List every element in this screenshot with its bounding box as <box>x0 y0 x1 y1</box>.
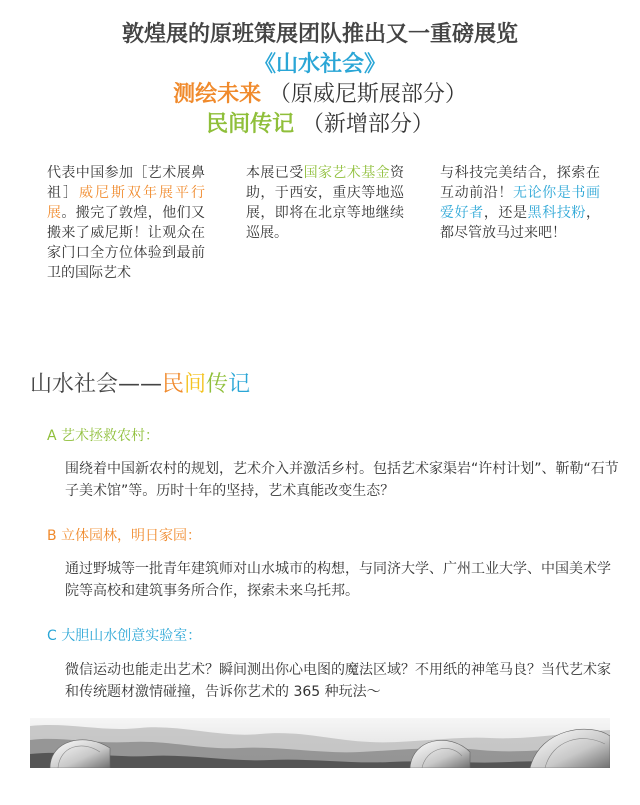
column-highlight: 黑科技粉 <box>527 205 587 221</box>
section-title-char: 间 <box>184 372 207 397</box>
headline: 敦煌展的原班策展团队推出又一重磅展览 <box>121 22 518 47</box>
column-text: ，还是 <box>483 205 528 221</box>
column-highlight: 国家艺术基金 <box>303 165 391 181</box>
column-highlight: 威尼斯双年展平行展 <box>47 185 205 221</box>
landscape-illustration <box>30 718 610 768</box>
item-c-body: 微信运动也能走出艺术？瞬间测出你心电图的魔法区域？不用纸的神笔马良？当代艺术家和传统题材激情碰撞，告诉你艺术的 365 种玩法～ <box>65 662 611 700</box>
subtitle-main: 民间传记 <box>206 112 295 137</box>
column-text: ，都尽管放马过来吧！ <box>440 205 601 241</box>
section-title <box>30 371 250 399</box>
header <box>0 20 640 140</box>
column-highlight: 无论你是书画爱好者 <box>440 185 600 221</box>
section-title-char: 民 <box>162 372 185 397</box>
item-a-body: 围绕着中国新农村的规划，艺术介入并激活乡村。包括艺术家渠岩“许村计划”、靳勒“石节子美术馆”等。历时十年的坚持，艺术真能改变生态？ <box>65 461 619 499</box>
column-text: 代表中国参加［艺术展鼻祖］ <box>47 165 205 201</box>
item-a-heading: A 艺术拯救农村： <box>47 428 160 444</box>
section-title-prefix: 山水社会—— <box>30 372 163 397</box>
item-b-heading: B 立体园林，明日家园： <box>47 528 202 544</box>
intro-column-venice <box>47 163 205 283</box>
exhibition-title: 《山水社会》 <box>253 52 386 77</box>
subtitle-mapping-future <box>0 80 640 110</box>
item-b-body: 通过野城等一批青年建筑师对山水城市的构想，与同济大学、广州工业大学、中国美术学院等高校和建筑事务所合作，探索未来乌托邦。 <box>65 561 611 599</box>
section-title-char: 记 <box>228 372 251 397</box>
subtitle-note: （新增部分） <box>301 112 434 137</box>
subtitle-folk-biography <box>0 110 640 140</box>
column-text: 资助，于西安，重庆等地巡展，即将在北京等地继续巡展。 <box>246 165 405 241</box>
subtitle-main: 测绘未来 <box>173 82 262 107</box>
column-text: 本展已受 <box>246 165 304 181</box>
item-c-heading: C 大胆山水创意实验室： <box>47 628 202 644</box>
intro-column-fund <box>246 163 404 243</box>
column-text: 与科技完美结合，探索在互动前沿！ <box>440 165 600 201</box>
section-title-char: 传 <box>206 372 229 397</box>
subtitle-note: （原威尼斯展部分） <box>268 82 467 107</box>
column-text: 。搬完了敦煌，他们又搬来了威尼斯！让观众在家门口全方位体验到最前卫的国际艺术 <box>47 205 206 281</box>
intro-column-tech <box>440 163 600 243</box>
intro-columns <box>0 163 640 313</box>
